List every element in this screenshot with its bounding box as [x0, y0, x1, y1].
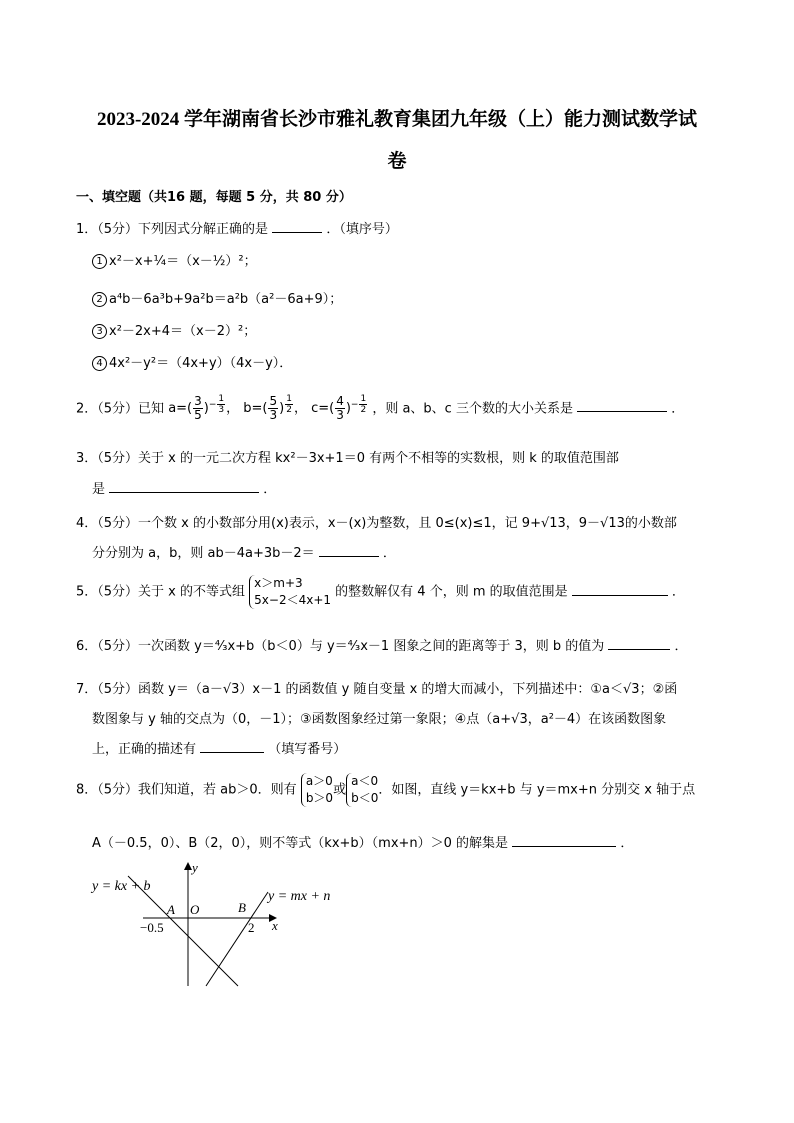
q1-answer-blank[interactable]: [272, 220, 322, 233]
q1-tail: ．（填序号）: [326, 222, 398, 237]
q8-graph: [88, 858, 358, 998]
question-5: 5．（5分）关于 x 的不等式组 x＞m+3 5x−2＜4x+1 的整数解仅有 4 个，则 m 的取值范围是 ．: [76, 576, 685, 607]
label-point-b: B: [238, 900, 246, 915]
doc-title-line1: 2023-2024 学年湖南省长沙市雅礼教育集团九年级（上）能力测试数学试: [96, 109, 698, 130]
q7-line2: 数图象与 y 轴的交点为（0，－1）；③函数图象经过第一象限；④点（a+√3，a²－4）在该函数图象: [92, 712, 667, 727]
q8-line2: A（－0.5，0）、B（2，0），则不等式（kx+b）（mx+n）＞0 的解集是 ．: [92, 836, 634, 851]
q7-answer-blank[interactable]: [200, 740, 264, 753]
label-point-a: A: [167, 902, 175, 917]
label-axis-x: x: [272, 918, 278, 933]
q1-stem: 1．（5分）下列因式分解正确的是: [76, 222, 269, 237]
tick-label-a: −0.5: [140, 920, 164, 935]
q1-option-3: 3 x²－2x+4＝（x－2）²；: [92, 320, 256, 339]
circled-3-icon: 3: [92, 324, 107, 339]
question-2: 2．（5分）已知 a=( $\frac{3}{5}$ )$^{- \frac{1}{3}}$ ， b=( $\frac{5}{3}$ ) $^{\frac{1}{2}}$ ， c=( $\frac{4}{3}$ )$^{- \frac{1}{2}}$ ，则 a、b、c 三个数的大小关系是 ．: [76, 394, 685, 423]
q5-answer-blank[interactable]: [572, 583, 668, 596]
circled-4-icon: 4: [92, 356, 107, 371]
q8-answer-blank[interactable]: [512, 834, 616, 847]
q3-answer-blank[interactable]: [109, 480, 259, 493]
question-7: 7．（5分）函数 y＝（a－√3）x－1 的函数值 y 随自变量 x 的增大而减小，下列描述中：①a＜√3；②函: [76, 682, 678, 697]
question-8: 8．（5分）我们知道，若 ab＞0．则有 a＞0 b＞0 或 a＜0 b＜0 ．如图，直线 y＝kx+b 与 y＝mx+n 分别交 x 轴于点: [76, 774, 696, 805]
question-1: [76, 218, 398, 237]
q3-line2: 是 ．: [92, 482, 277, 497]
label-line-1: y = kx + b: [92, 879, 151, 894]
doc-title-line2: 卷: [387, 151, 407, 172]
q1-option-4: 4 4x²－y²＝（4x+y）（4x－y）．: [92, 352, 292, 371]
q4-answer-blank[interactable]: [319, 544, 379, 557]
q7-line3: 上，正确的描述有 （填写番号）: [92, 742, 347, 757]
circled-1-icon: 1: [92, 254, 107, 269]
q1-option-2: 2 a⁴b－6a³b+9a²b＝a²b（a²－6a+9）；: [92, 288, 342, 307]
q2-answer-blank[interactable]: [577, 399, 667, 412]
circled-2-icon: 2: [92, 292, 107, 307]
section-heading: 一、填空题（共16 题，每题 5 分，共 80 分）: [76, 190, 352, 205]
question-6: 6．（5分）一次函数 y＝⁴⁄₃x+b（b＜0）与 y＝⁴⁄₃x－1 图象之间的距离等于 3，则 b 的值为 ．: [76, 639, 688, 654]
question-3: 3．（5分）关于 x 的一元二次方程 kx²－3x+1＝0 有两个不相等的实数根，则 k 的取值范围部: [76, 451, 619, 466]
q2-formula: a=( $\frac{3}{5}$ )$^{- \frac{1}{3}}$ ， b=( $\frac{5}{3}$ ) $^{\frac{1}{2}}$ ， c=( $\frac{4}{3}$ )$^{- \frac{1}{2}}$: [168, 394, 367, 423]
tick-label-b: 2: [248, 920, 255, 935]
q6-answer-blank[interactable]: [608, 637, 670, 650]
q1-option-1: 1 x²－x+¼＝（x－½）²；: [92, 250, 257, 269]
q4-line2: 分分别为 a，b，则 ab－4a+3b－2＝ ．: [92, 546, 396, 561]
question-4: 4．（5分）一个数 x 的小数部分用(x)表示，x－(x)为整数，且 0≤(x)≤1，记 9+√13，9－√13的小数部: [76, 516, 677, 531]
q5-inequality-system: x＞m+3 5x−2＜4x+1: [249, 575, 331, 609]
label-axis-y: y: [192, 860, 198, 875]
label-line-2: y = mx + n: [268, 889, 331, 904]
line-mx-plus-n: [206, 892, 268, 986]
label-origin: O: [190, 902, 200, 917]
q8-system-1: a＞0 b＞0: [301, 773, 333, 807]
q8-system-2: a＜0 b＜0: [346, 773, 378, 807]
